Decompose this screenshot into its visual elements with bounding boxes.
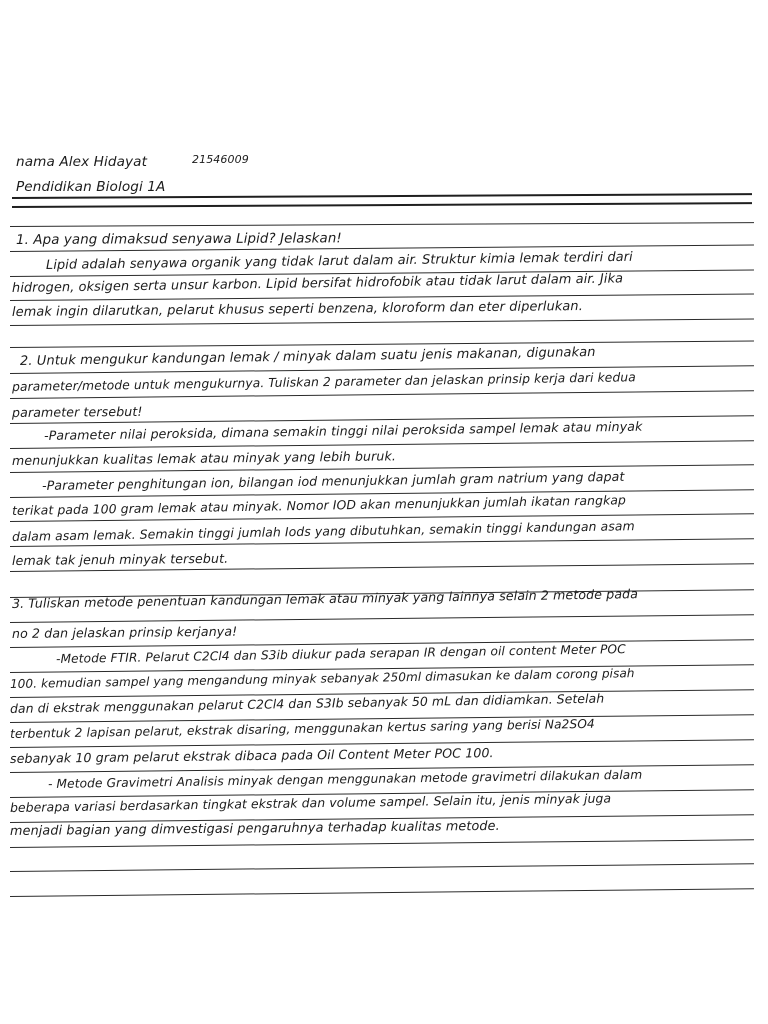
ruled-line	[10, 341, 754, 348]
answer-line: -Parameter nilai peroksida, dimana semakin tinggi nilai peroksida sampel lemak atau minyak	[43, 418, 643, 443]
answer-line: terbentuk 2 lapisan pelarut, ekstrak disaring, menggunakan kertus saring yang berisi Na2SO4	[9, 716, 595, 741]
answer-line: dalam asam lemak. Semakin tinggi jumlah Iods yang dibutuhkan, semakin tinggi kandungan asam	[11, 518, 635, 544]
student-class: Pendidikan Biologi 1A	[16, 179, 166, 195]
question-3: 3. Tuliskan metode penentuan kandungan lemak atau minyak yang lainnya selain 2 metode pada	[11, 586, 639, 611]
header-separator	[12, 202, 752, 208]
ruled-line	[10, 839, 754, 848]
answer-line: - Metode Gravimetri Analisis minyak dengan menggunakan metode gravimetri dilakukan dalam	[47, 767, 643, 791]
ruled-line	[10, 222, 754, 227]
question-1: 1. Apa yang dimaksud senyawa Lipid? Jelaskan!	[15, 231, 342, 248]
question-2: 2. Untuk mengukur kandungan lemak / minyak dalam suatu jenis makanan, digunakan	[19, 344, 596, 369]
answer-line: -Parameter penghitungan ion, bilangan iod menunjukkan jumlah gram natrium yang dapat	[41, 468, 625, 493]
answer-line: menjadi bagian yang dimvestigasi pengaruhnya terhadap kualitas metode.	[9, 818, 500, 839]
answer-line: lemak ingin dilarutkan, pelarut khusus seperti benzena, kloroform dan eter diperlukan.	[11, 299, 583, 320]
ruled-line	[10, 888, 754, 897]
answer-line: hidrogen, oksigen serta unsur karbon. Lipid bersifat hidrofobik atau tidak larut dalam air. Jika	[11, 271, 624, 296]
ruled-line	[10, 863, 754, 872]
answer-line: 100. kemudian sampel yang mengandung minyak sebanyak 250ml dimasukan ke dalam corong pisah	[9, 666, 635, 691]
answer-line: menunjukkan kualitas lemak atau minyak yang lebih buruk.	[11, 448, 397, 468]
question-line: parameter/metode untuk mengukurnya. Tuliskan 2 parameter dan jelaskan prinsip kerja dari kedua	[11, 370, 636, 394]
student-id: 21546009	[192, 153, 249, 166]
answer-line: -Metode FTIR. Pelarut C2Cl4 dan S3ib diukur pada serapan IR dengan oil content Meter POC	[55, 642, 626, 666]
answer-line: sebanyak 10 gram pelarut ekstrak dibaca pada Oil Content Meter POC 100.	[9, 745, 494, 766]
answer-line: lemak tak jenuh minyak tersebut.	[11, 550, 229, 568]
answer-line: Lipid adalah senyawa organik yang tidak larut dalam air. Struktur kimia lemak terdiri dari	[45, 249, 633, 273]
answer-line: terikat pada 100 gram lemak atau minyak. Nomor IOD akan menunjukkan jumlah ikatan rangkap	[11, 492, 627, 518]
question-line: parameter tersebut!	[11, 403, 143, 420]
question-line: no 2 dan jelaskan prinsip kerjanya!	[11, 623, 238, 641]
answer-line: dan di ekstrak menggunakan pelarut C2Cl4 dan S3Ib sebanyak 50 mL dan didiamkan. Setelah	[9, 690, 605, 716]
student-name: nama Alex Hidayat	[16, 154, 148, 170]
ruled-line	[10, 614, 754, 623]
answer-line: beberapa variasi berdasarkan tingkat ekstrak dan volume sampel. Selain itu, jenis minyak juga	[9, 790, 612, 815]
